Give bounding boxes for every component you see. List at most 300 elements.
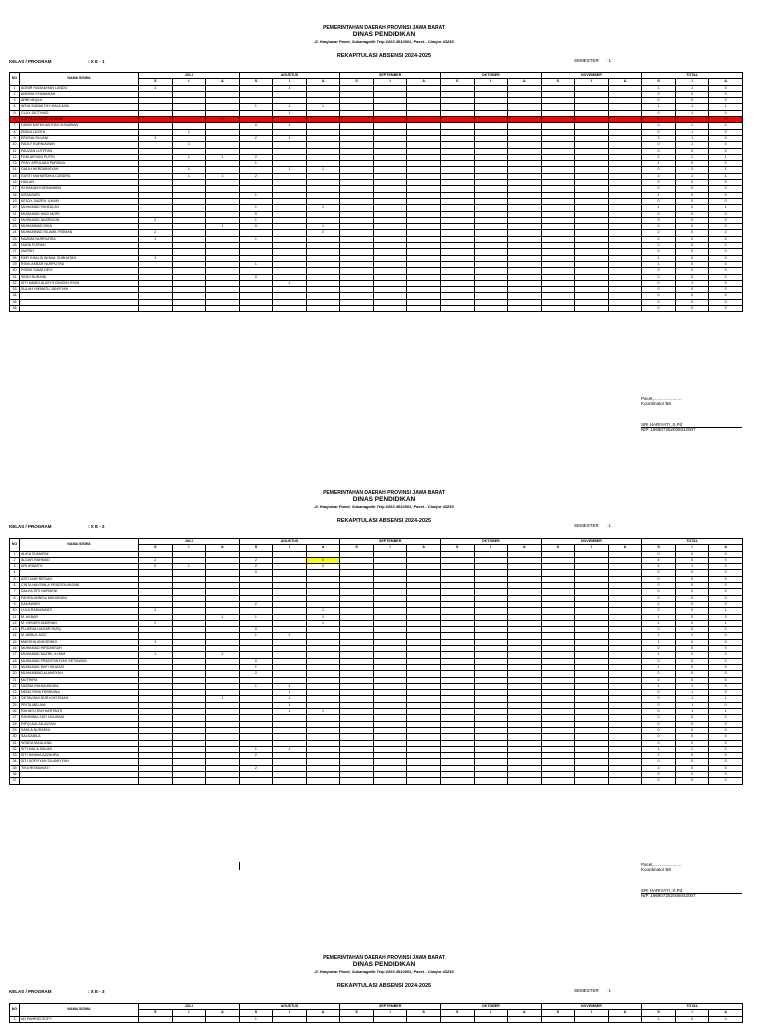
attendance-cell: 1: [172, 129, 206, 135]
attendance-cell: 2: [239, 135, 273, 141]
attendance-cell: 0: [642, 646, 676, 652]
subcolumn-header: I: [575, 1010, 609, 1016]
row-number: 12: [10, 620, 20, 626]
attendance-cell: 0: [709, 161, 743, 167]
row-number: 6: [10, 117, 20, 123]
student-name: RAFI KHALID AKMAL SUBHATAN: [20, 255, 139, 261]
attendance-cell: 0: [642, 117, 676, 123]
attendance-cell: 0: [642, 778, 676, 784]
attendance-cell: 0: [642, 224, 676, 230]
student-name: SITI RAHMA AZZAHRA: [20, 753, 139, 759]
month-header: NOVEMBER: [541, 73, 642, 79]
attendance-cell: 1: [675, 104, 709, 110]
attendance-cell: [407, 305, 441, 311]
subcolumn-header: I: [373, 79, 407, 85]
row-number: 5: [10, 576, 20, 582]
attendance-cell: 1: [172, 154, 206, 160]
report-title: REKAPITULASI ABSENSI 2024-2025: [336, 518, 432, 524]
attendance-cell: 0: [675, 664, 709, 670]
student-name: SITI SOFIYYAH SILAMIYYAH: [20, 759, 139, 765]
attendance-cell: 0: [675, 261, 709, 267]
row-number: 4: [10, 104, 20, 110]
attendance-cell: 0: [675, 778, 709, 784]
attendance-cell: 1: [642, 683, 676, 689]
attendance-cell: 0: [709, 677, 743, 683]
attendance-cell: [306, 1016, 340, 1022]
attendance-cell: 0: [709, 671, 743, 677]
attendance-cell: 0: [642, 709, 676, 715]
subcolumn-header: A: [206, 545, 240, 551]
row-number: 36: [10, 771, 20, 777]
attendance-cell: 0: [675, 721, 709, 727]
attendance-cell: 0: [709, 135, 743, 141]
month-header: SEPTEMBER: [340, 73, 441, 79]
column-header-name: NAMA SISWA: [20, 1004, 139, 1017]
attendance-cell: 1: [139, 652, 173, 658]
subcolumn-header: S: [139, 545, 173, 551]
attendance-cell: 2: [239, 671, 273, 677]
student-name: M. AKBAR: [20, 614, 139, 620]
attendance-cell: 0: [642, 186, 676, 192]
attendance-cell: 0: [239, 274, 273, 280]
attendance-cell: [541, 778, 575, 784]
row-number: 36: [10, 305, 20, 311]
row-number: 14: [10, 633, 20, 639]
subcolumn-header: A: [407, 79, 441, 85]
row-number: 35: [10, 765, 20, 771]
month-header: TOTAL: [642, 539, 743, 545]
attendance-cell: 0: [675, 198, 709, 204]
attendance-cell: [139, 778, 173, 784]
attendance-cell: 0: [709, 576, 743, 582]
attendance-cell: 0: [642, 551, 676, 557]
attendance-cell: [139, 1016, 173, 1022]
attendance-cell: 1: [273, 123, 307, 129]
attendance-cell: 0: [709, 740, 743, 746]
signature-name: SRI HARIYATI ,S.Pd: [641, 422, 683, 427]
column-header-no: NO: [10, 1004, 20, 1017]
attendance-cell: [239, 305, 273, 311]
subcolumn-header: I: [273, 1010, 307, 1016]
attendance-cell: 2: [239, 173, 273, 179]
attendance-cell: 1: [675, 709, 709, 715]
attendance-cell: 0: [239, 658, 273, 664]
row-number: 26: [10, 243, 20, 249]
attendance-cell: 2: [139, 217, 173, 223]
student-name: IN HAKAM KURNIAWAN: [20, 186, 139, 192]
subcolumn-header: I: [675, 79, 709, 85]
attendance-cell: 1: [239, 192, 273, 198]
attendance-cell: 0: [675, 671, 709, 677]
attendance-cell: 0: [709, 180, 743, 186]
attendance-cell: 0: [709, 658, 743, 664]
student-name: M. ABDUL AZIZ: [20, 633, 139, 639]
row-number: 1: [10, 1016, 20, 1022]
row-number: 4: [10, 570, 20, 576]
attendance-cell: 0: [709, 217, 743, 223]
attendance-cell: 1: [675, 123, 709, 129]
row-number: 8: [10, 129, 20, 135]
attendance-cell: 0: [709, 243, 743, 249]
student-name: SINDI NURAINI: [20, 274, 139, 280]
subcolumn-header: A: [407, 1010, 441, 1016]
attendance-cell: 1: [675, 129, 709, 135]
subcolumn-header: I: [675, 545, 709, 551]
attendance-cell: 0: [675, 1016, 709, 1022]
attendance-cell: 1: [139, 639, 173, 645]
attendance-cell: 1: [206, 224, 240, 230]
attendance-cell: 0: [642, 148, 676, 154]
student-name: ARBI MIQAIL: [20, 98, 139, 104]
attendance-cell: 0: [642, 198, 676, 204]
student-name: ALIKA SUMARNI: [20, 551, 139, 557]
row-number: 3: [10, 98, 20, 104]
subcolumn-header: A: [306, 79, 340, 85]
row-number: 20: [10, 205, 20, 211]
row-number: 29: [10, 727, 20, 733]
student-name: ARYA SUBAKTHY MAULANA: [20, 104, 139, 110]
attendance-cell: 0: [642, 627, 676, 633]
attendance-cell: 2: [642, 154, 676, 160]
table-row: [10, 778, 743, 784]
attendance-cell: 0: [675, 230, 709, 236]
class-value: : X E - 3: [88, 989, 105, 994]
attendance-cell: 2: [239, 765, 273, 771]
attendance-table: [9, 72, 743, 312]
header-address-line: Jl. Hanjuwar Pacet, Sukanagalih Telp 0263 4810501, Pacet - Cianjur 43253: [314, 969, 454, 974]
student-name: FAUZAN LUTFFAN: [20, 148, 139, 154]
column-header-name: NAMA SISWA: [20, 539, 139, 552]
attendance-cell: 1: [306, 709, 340, 715]
row-number: 21: [10, 211, 20, 217]
attendance-cell: 0: [642, 658, 676, 664]
attendance-cell: [172, 1016, 206, 1022]
subcolumn-header: S: [340, 1010, 374, 1016]
attendance-cell: 0: [709, 639, 743, 645]
subcolumn-header: I: [474, 1010, 508, 1016]
attendance-cell: 0: [675, 576, 709, 582]
attendance-cell: 0: [709, 274, 743, 280]
subcolumn-header: A: [508, 545, 542, 551]
attendance-cell: 0: [642, 702, 676, 708]
row-number: 20: [10, 671, 20, 677]
attendance-cell: 1: [642, 652, 676, 658]
subcolumn-header: A: [306, 545, 340, 551]
row-number: 23: [10, 690, 20, 696]
attendance-cell: 2: [642, 608, 676, 614]
attendance-cell: 0: [709, 646, 743, 652]
attendance-cell: 0: [709, 759, 743, 765]
header-agency-line: DINAS PENDIDIKAN: [352, 496, 416, 503]
attendance-cell: 1: [675, 746, 709, 752]
student-name: HAILAN: [20, 180, 139, 186]
month-header: JULI: [139, 73, 240, 79]
attendance-cell: [206, 305, 240, 311]
semester-value: : 1: [606, 988, 612, 993]
attendance-cell: 1: [239, 614, 273, 620]
attendance-cell: 0: [709, 589, 743, 595]
attendance-cell: 1: [139, 255, 173, 261]
attendance-cell: 1: [642, 255, 676, 261]
attendance-cell: 0: [642, 677, 676, 683]
attendance-cell: 0: [642, 243, 676, 249]
attendance-cell: 0: [642, 715, 676, 721]
signature-name: SRI HARIYATI ,S.Pd: [641, 888, 683, 893]
row-number: 16: [10, 180, 20, 186]
header-government-line: PEMERINTAHAN DAERAH PROVINSI JAWA BARAT: [323, 955, 445, 961]
month-header: JULI: [139, 1004, 240, 1010]
attendance-cell: 0: [709, 249, 743, 255]
attendance-cell: [273, 778, 307, 784]
student-name: PUJERAH ANTAR RIZIQ: [20, 627, 139, 633]
subcolumn-header: I: [172, 79, 206, 85]
attendance-cell: 0: [675, 727, 709, 733]
attendance-cell: [608, 1016, 642, 1022]
attendance-cell: [306, 305, 340, 311]
student-name: FEBI ARYANI PUTRI: [20, 154, 139, 160]
attendance-cell: 0: [675, 765, 709, 771]
header-government-line: PEMERINTAHAN DAERAH PROVINSI JAWA BARAT: [323, 490, 445, 496]
table-row: [10, 1016, 743, 1022]
subcolumn-header: S: [139, 79, 173, 85]
attendance-cell: [575, 778, 609, 784]
attendance-cell: 2: [642, 620, 676, 626]
subcolumn-header: I: [474, 545, 508, 551]
attendance-cell: 1: [273, 104, 307, 110]
attendance-cell: 3: [642, 217, 676, 223]
attendance-cell: 0: [675, 192, 709, 198]
student-name: MUHAMAD HIRDANSAH: [20, 646, 139, 652]
attendance-cell: 1: [306, 224, 340, 230]
attendance-cell: 1: [642, 633, 676, 639]
attendance-cell: 1: [239, 261, 273, 267]
attendance-cell: 0: [709, 690, 743, 696]
attendance-cell: [172, 778, 206, 784]
student-name: MUHAMAD RAFI HIDAYAT: [20, 664, 139, 670]
attendance-cell: 0: [709, 211, 743, 217]
attendance-cell: 1: [675, 683, 709, 689]
student-name: ALDAR RAHMAD: [20, 557, 139, 563]
attendance-cell: [474, 1016, 508, 1022]
month-header: AGUSTUS: [239, 73, 340, 79]
attendance-cell: 2: [239, 557, 273, 563]
attendance-cell: 0: [642, 299, 676, 305]
month-header: NOVEMBER: [541, 539, 642, 545]
attendance-cell: 2: [709, 224, 743, 230]
month-header: TOTAL: [642, 73, 743, 79]
attendance-cell: 1: [642, 614, 676, 620]
student-name: PRITA MELANI: [20, 702, 139, 708]
student-name: CLUX DICTHIUS: [20, 110, 139, 116]
attendance-cell: 0: [709, 727, 743, 733]
attendance-cell: [273, 305, 307, 311]
attendance-cell: 1: [306, 205, 340, 211]
student-name: MUHAMAD NASRUDIN: [20, 217, 139, 223]
row-number: 25: [10, 702, 20, 708]
table-row: [10, 305, 743, 311]
header-address-line: Jl. Hanjuwar Pacet, Sukanagalih Telp 0263 4810501, Pacet - Cianjur 43253: [314, 504, 454, 509]
semester-value: : 1: [606, 523, 612, 528]
student-name: ROBIK SAMA DEVI: [20, 268, 139, 274]
student-name: FADLY KURNIAWAN: [20, 142, 139, 148]
attendance-cell: 1: [139, 85, 173, 91]
attendance-cell: 0: [675, 243, 709, 249]
attendance-cell: 0: [709, 765, 743, 771]
row-number: 11: [10, 614, 20, 620]
attendance-cell: 2: [239, 753, 273, 759]
attendance-cell: 0: [675, 287, 709, 293]
subcolumn-header: A: [608, 545, 642, 551]
attendance-cell: 0: [709, 771, 743, 777]
attendance-cell: 0: [675, 224, 709, 230]
attendance-cell: [273, 1016, 307, 1022]
subcolumn-header: S: [541, 545, 575, 551]
signature-place-date: Pacet,......................: [641, 862, 682, 867]
row-number: 33: [10, 287, 20, 293]
attendance-cell: 1: [206, 614, 240, 620]
attendance-cell: 0: [675, 639, 709, 645]
header-agency-line: DINAS PENDIDIKAN: [352, 961, 416, 968]
attendance-cell: 0: [675, 652, 709, 658]
row-number: 24: [10, 696, 20, 702]
attendance-cell: 0: [642, 570, 676, 576]
row-number: 19: [10, 664, 20, 670]
attendance-cell: 0: [642, 740, 676, 746]
attendance-cell: 0: [642, 727, 676, 733]
subcolumn-header: I: [273, 79, 307, 85]
student-name: M. HENDRI ANDRIAN: [20, 620, 139, 626]
row-number: 28: [10, 721, 20, 727]
signature-role: Koordinator BK: [641, 867, 672, 872]
semester-label: SEMESTER: [574, 988, 599, 993]
row-number: 8: [10, 595, 20, 601]
row-number: 2: [10, 557, 20, 563]
attendance-cell: 1: [239, 217, 273, 223]
attendance-cell: [373, 1016, 407, 1022]
attendance-cell: 1: [642, 192, 676, 198]
student-name: MUHAMAD FAHZALAH: [20, 205, 139, 211]
student-name: NURA FIJRIAH: [20, 243, 139, 249]
subcolumn-header: S: [642, 545, 676, 551]
subcolumn-header: A: [608, 79, 642, 85]
attendance-cell: 0: [675, 293, 709, 299]
attendance-cell: 2: [139, 620, 173, 626]
attendance-cell: 1: [239, 746, 273, 752]
attendance-cell: 0: [709, 129, 743, 135]
attendance-cell: 0: [239, 570, 273, 576]
attendance-cell: 0: [709, 683, 743, 689]
attendance-cell: 0: [642, 98, 676, 104]
month-header: SEPTEMBER: [340, 539, 441, 545]
student-name: RAHMINIA ZATI HULWANI: [20, 715, 139, 721]
attendance-cell: 0: [675, 117, 709, 123]
attendance-cell: 1: [306, 620, 340, 626]
attendance-cell: [440, 1016, 474, 1022]
attendance-cell: 1: [675, 142, 709, 148]
table-divider: [239, 862, 240, 870]
attendance-cell: 2: [642, 173, 676, 179]
header-government-line: PEMERINTAHAN DAERAH PROVINSI JAWA BARAT: [323, 25, 445, 31]
attendance-cell: 0: [675, 601, 709, 607]
attendance-cell: 0: [675, 715, 709, 721]
student-name: FAHRA ANNISA MAHARANI: [20, 595, 139, 601]
subcolumn-header: A: [206, 1010, 240, 1016]
student-name: CINTA NAYSHILA PRADITA ANJANI: [20, 583, 139, 589]
subcolumn-header: I: [675, 1010, 709, 1016]
row-number: 3: [10, 564, 20, 570]
row-number: 1: [10, 551, 20, 557]
attendance-cell: 0: [675, 274, 709, 280]
signature-nip: NIP. 196807252006042007: [641, 893, 696, 898]
attendance-cell: [407, 778, 441, 784]
row-number: 32: [10, 746, 20, 752]
attendance-cell: 2: [642, 230, 676, 236]
attendance-cell: 1: [273, 696, 307, 702]
attendance-cell: 1: [675, 173, 709, 179]
attendance-cell: [440, 305, 474, 311]
class-value: : X E - 2: [88, 524, 105, 529]
row-number: 30: [10, 734, 20, 740]
attendance-cell: 0: [709, 734, 743, 740]
student-name: KAKAWARI: [20, 601, 139, 607]
attendance-cell: 0: [675, 677, 709, 683]
subcolumn-header: A: [306, 1010, 340, 1016]
column-header-no: NO: [10, 73, 20, 86]
attendance-cell: [306, 778, 340, 784]
attendance-cell: 2: [642, 765, 676, 771]
attendance-cell: 0: [642, 589, 676, 595]
attendance-cell: 1: [642, 261, 676, 267]
attendance-cell: 1: [675, 280, 709, 286]
attendance-cell: 0: [675, 583, 709, 589]
attendance-cell: [608, 305, 642, 311]
student-name: MUHAMAD HADI MORI: [20, 211, 139, 217]
attendance-cell: [407, 1016, 441, 1022]
attendance-cell: 0: [709, 664, 743, 670]
student-name: LULA RAHMAWATI: [20, 608, 139, 614]
attendance-cell: 1: [675, 564, 709, 570]
attendance-cell: 0: [642, 268, 676, 274]
attendance-cell: [206, 1016, 240, 1022]
attendance-cell: 1: [642, 161, 676, 167]
row-number: 31: [10, 274, 20, 280]
attendance-cell: [440, 778, 474, 784]
attendance-cell: 1: [675, 154, 709, 160]
attendance-cell: 1: [642, 664, 676, 670]
class-label: KELAS / PROGRAM: [9, 59, 52, 64]
row-number: 17: [10, 652, 20, 658]
class-label: KELAS / PROGRAM: [9, 989, 52, 994]
attendance-cell: 0: [709, 702, 743, 708]
subcolumn-header: S: [541, 1010, 575, 1016]
attendance-cell: 2: [642, 601, 676, 607]
student-name: [20, 305, 139, 311]
attendance-cell: [474, 778, 508, 784]
attendance-cell: 1: [273, 110, 307, 116]
row-number: 13: [10, 161, 20, 167]
attendance-cell: 0: [709, 236, 743, 242]
subcolumn-header: A: [709, 1010, 743, 1016]
student-name: AD PAHRIZI SOFY: [20, 1016, 139, 1022]
row-number: 29: [10, 261, 20, 267]
subcolumn-header: A: [709, 545, 743, 551]
attendance-cell: 1: [306, 104, 340, 110]
attendance-cell: 0: [642, 734, 676, 740]
subcolumn-header: I: [373, 545, 407, 551]
attendance-cell: 0: [675, 186, 709, 192]
attendance-cell: 1: [709, 167, 743, 173]
row-number: 1: [10, 85, 20, 91]
